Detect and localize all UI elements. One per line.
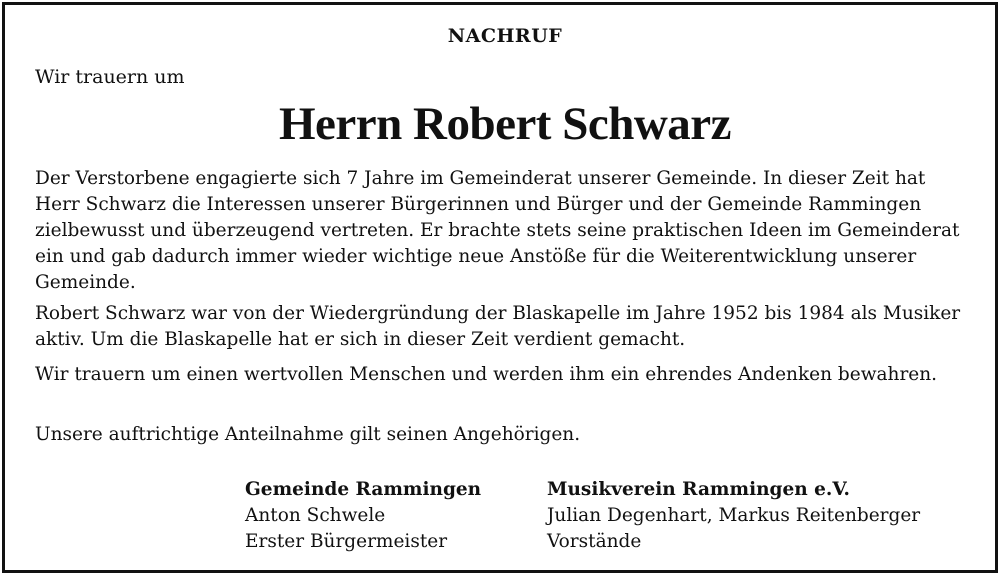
paragraph-band: Robert Schwarz war von der Wiedergründung der Blaskapelle im Jahre 1952 bis 1984 als Musiker aktiv. Um die Blaskapelle hat er sich in dieser Zeit verdient gemacht. <box>35 303 961 350</box>
paragraph-council: Der Verstorbene engagierte sich 7 Jahre im Gemeinderat unserer Gemeinde. In dieser Zeit hat Herr Schwarz die Interessen unserer Bürgerinnen und Bürger und der Gemeinde Rammingen zielbewusst und überzeugend vertreten. Er brachte stets seine praktischen Ideen im Gemeinderat ein und gab dadurch immer wieder wichtige neue Anstöße für die Weiterentwicklung unserer Gemeinde. <box>35 168 960 293</box>
paragraph-condolence: Unsere auftrichtige Anteilnahme gilt seinen Angehörigen. <box>35 424 581 445</box>
signature-names: Julian Degenhart, Markus Reitenberger <box>547 505 921 526</box>
paragraph-mourning: Wir trauern um einen wertvollen Menschen und werden ihm ein ehrendes Andenken bewahren. <box>35 364 938 385</box>
signature-role: Erster Bürgermeister <box>245 531 448 552</box>
notice-frame <box>2 2 998 573</box>
signature-organization: Musikverein Rammingen e.V. <box>547 479 850 500</box>
signature-names: Anton Schwele <box>245 505 386 526</box>
notice-intro: Wir trauern um <box>35 66 185 88</box>
notice-heading: NACHRUF <box>447 25 563 47</box>
deceased-name: Herrn Robert Schwarz <box>278 98 732 150</box>
signature-municipality <box>245 477 481 555</box>
signature-organization: Gemeinde Rammingen <box>245 479 482 500</box>
signature-music-club <box>547 477 920 555</box>
signature-role: Vorstände <box>547 531 642 552</box>
